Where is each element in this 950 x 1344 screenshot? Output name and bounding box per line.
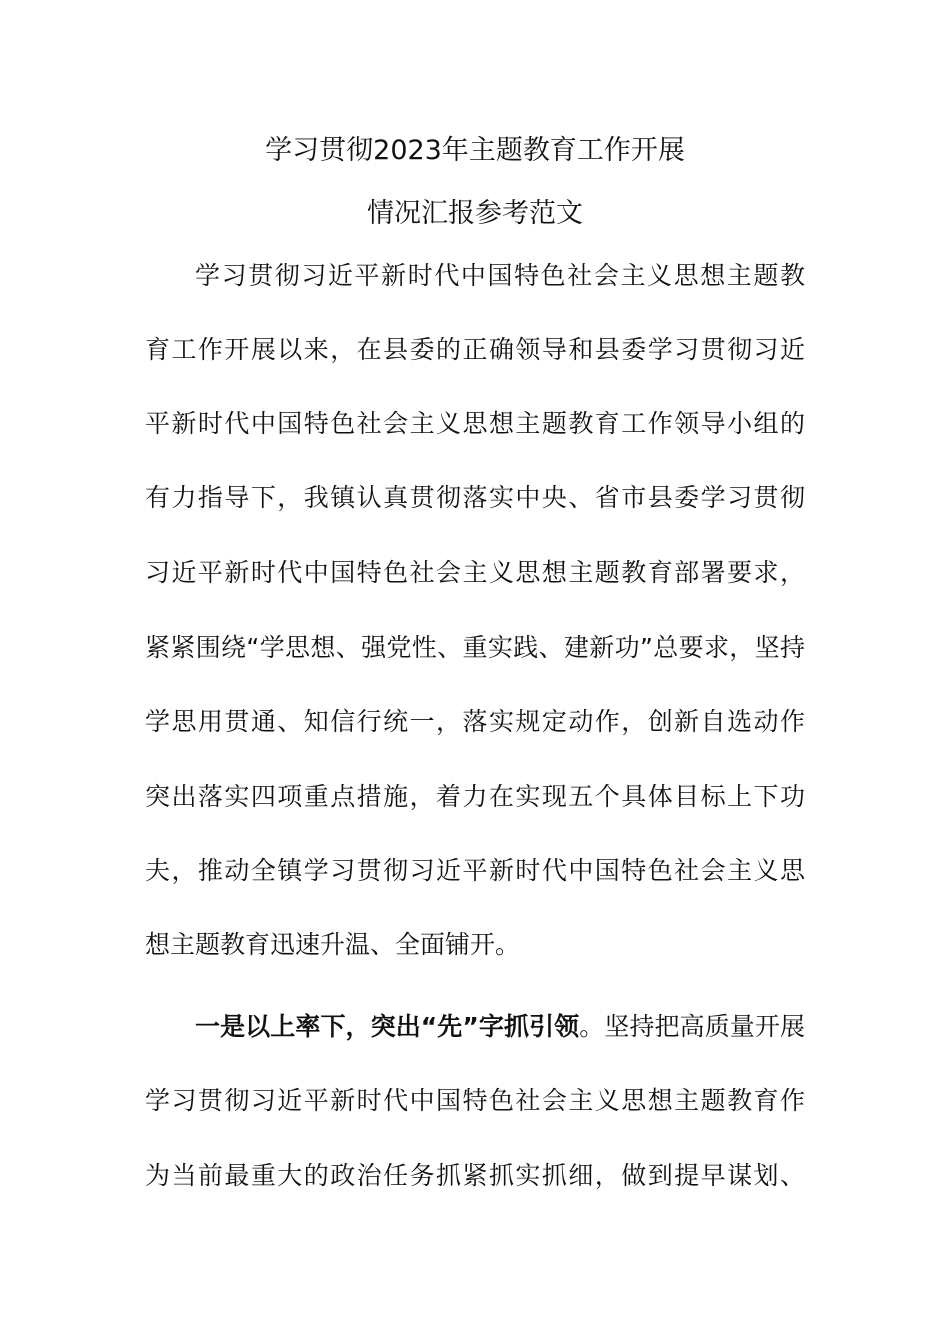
paragraph-2-heading: 一是以上率下，突出“先”字抓引领 [195, 1012, 580, 1041]
paragraph-2-line-1 [195, 1011, 805, 1043]
paragraph-1-line-2: 育工作开展以来，在县委的正确领导和县委学习贯彻习近 [145, 335, 805, 364]
paragraph-2-line-1-text: 。坚持把高质量开展 [579, 1012, 805, 1041]
paragraph-1-line-9: 夫，推动全镇学习贯彻习近平新时代中国特色社会主义思 [145, 856, 805, 885]
paragraph-1-line-4: 有力指导下，我镇认真贯彻落实中央、省市县委学习贯彻 [145, 483, 805, 512]
paragraph-1-line-6: 紧紧围绕“学思想、强党性、重实践、建新功”总要求，坚持 [145, 633, 805, 662]
paragraph-1-line-3: 平新时代中国特色社会主义思想主题教育工作领导小组的 [145, 409, 805, 438]
paragraph-2-line-2: 学习贯彻习近平新时代中国特色社会主义思想主题教育作 [145, 1086, 805, 1115]
document-title-line-2: 情况汇报参考范文 [367, 198, 583, 229]
paragraph-1-line-10: 想主题教育迅速升温、全面铺开。 [145, 930, 521, 959]
document-title-line-1: 学习贯彻2023年主题教育工作开展 [265, 135, 685, 166]
paragraph-1-line-1: 学习贯彻习近平新时代中国特色社会主义思想主题教 [195, 261, 805, 290]
paragraph-1-line-5: 习近平新时代中国特色社会主义思想主题教育部署要求， [145, 558, 805, 587]
paragraph-2-line-3: 为当前最重大的政治任务抓紧抓实抓细，做到提早谋划、 [145, 1161, 805, 1190]
paragraph-1-line-8: 突出落实四项重点措施，着力在实现五个具体目标上下功 [145, 782, 805, 811]
paragraph-1-line-7: 学思用贯通、知信行统一，落实规定动作，创新自选动作 [145, 707, 805, 736]
